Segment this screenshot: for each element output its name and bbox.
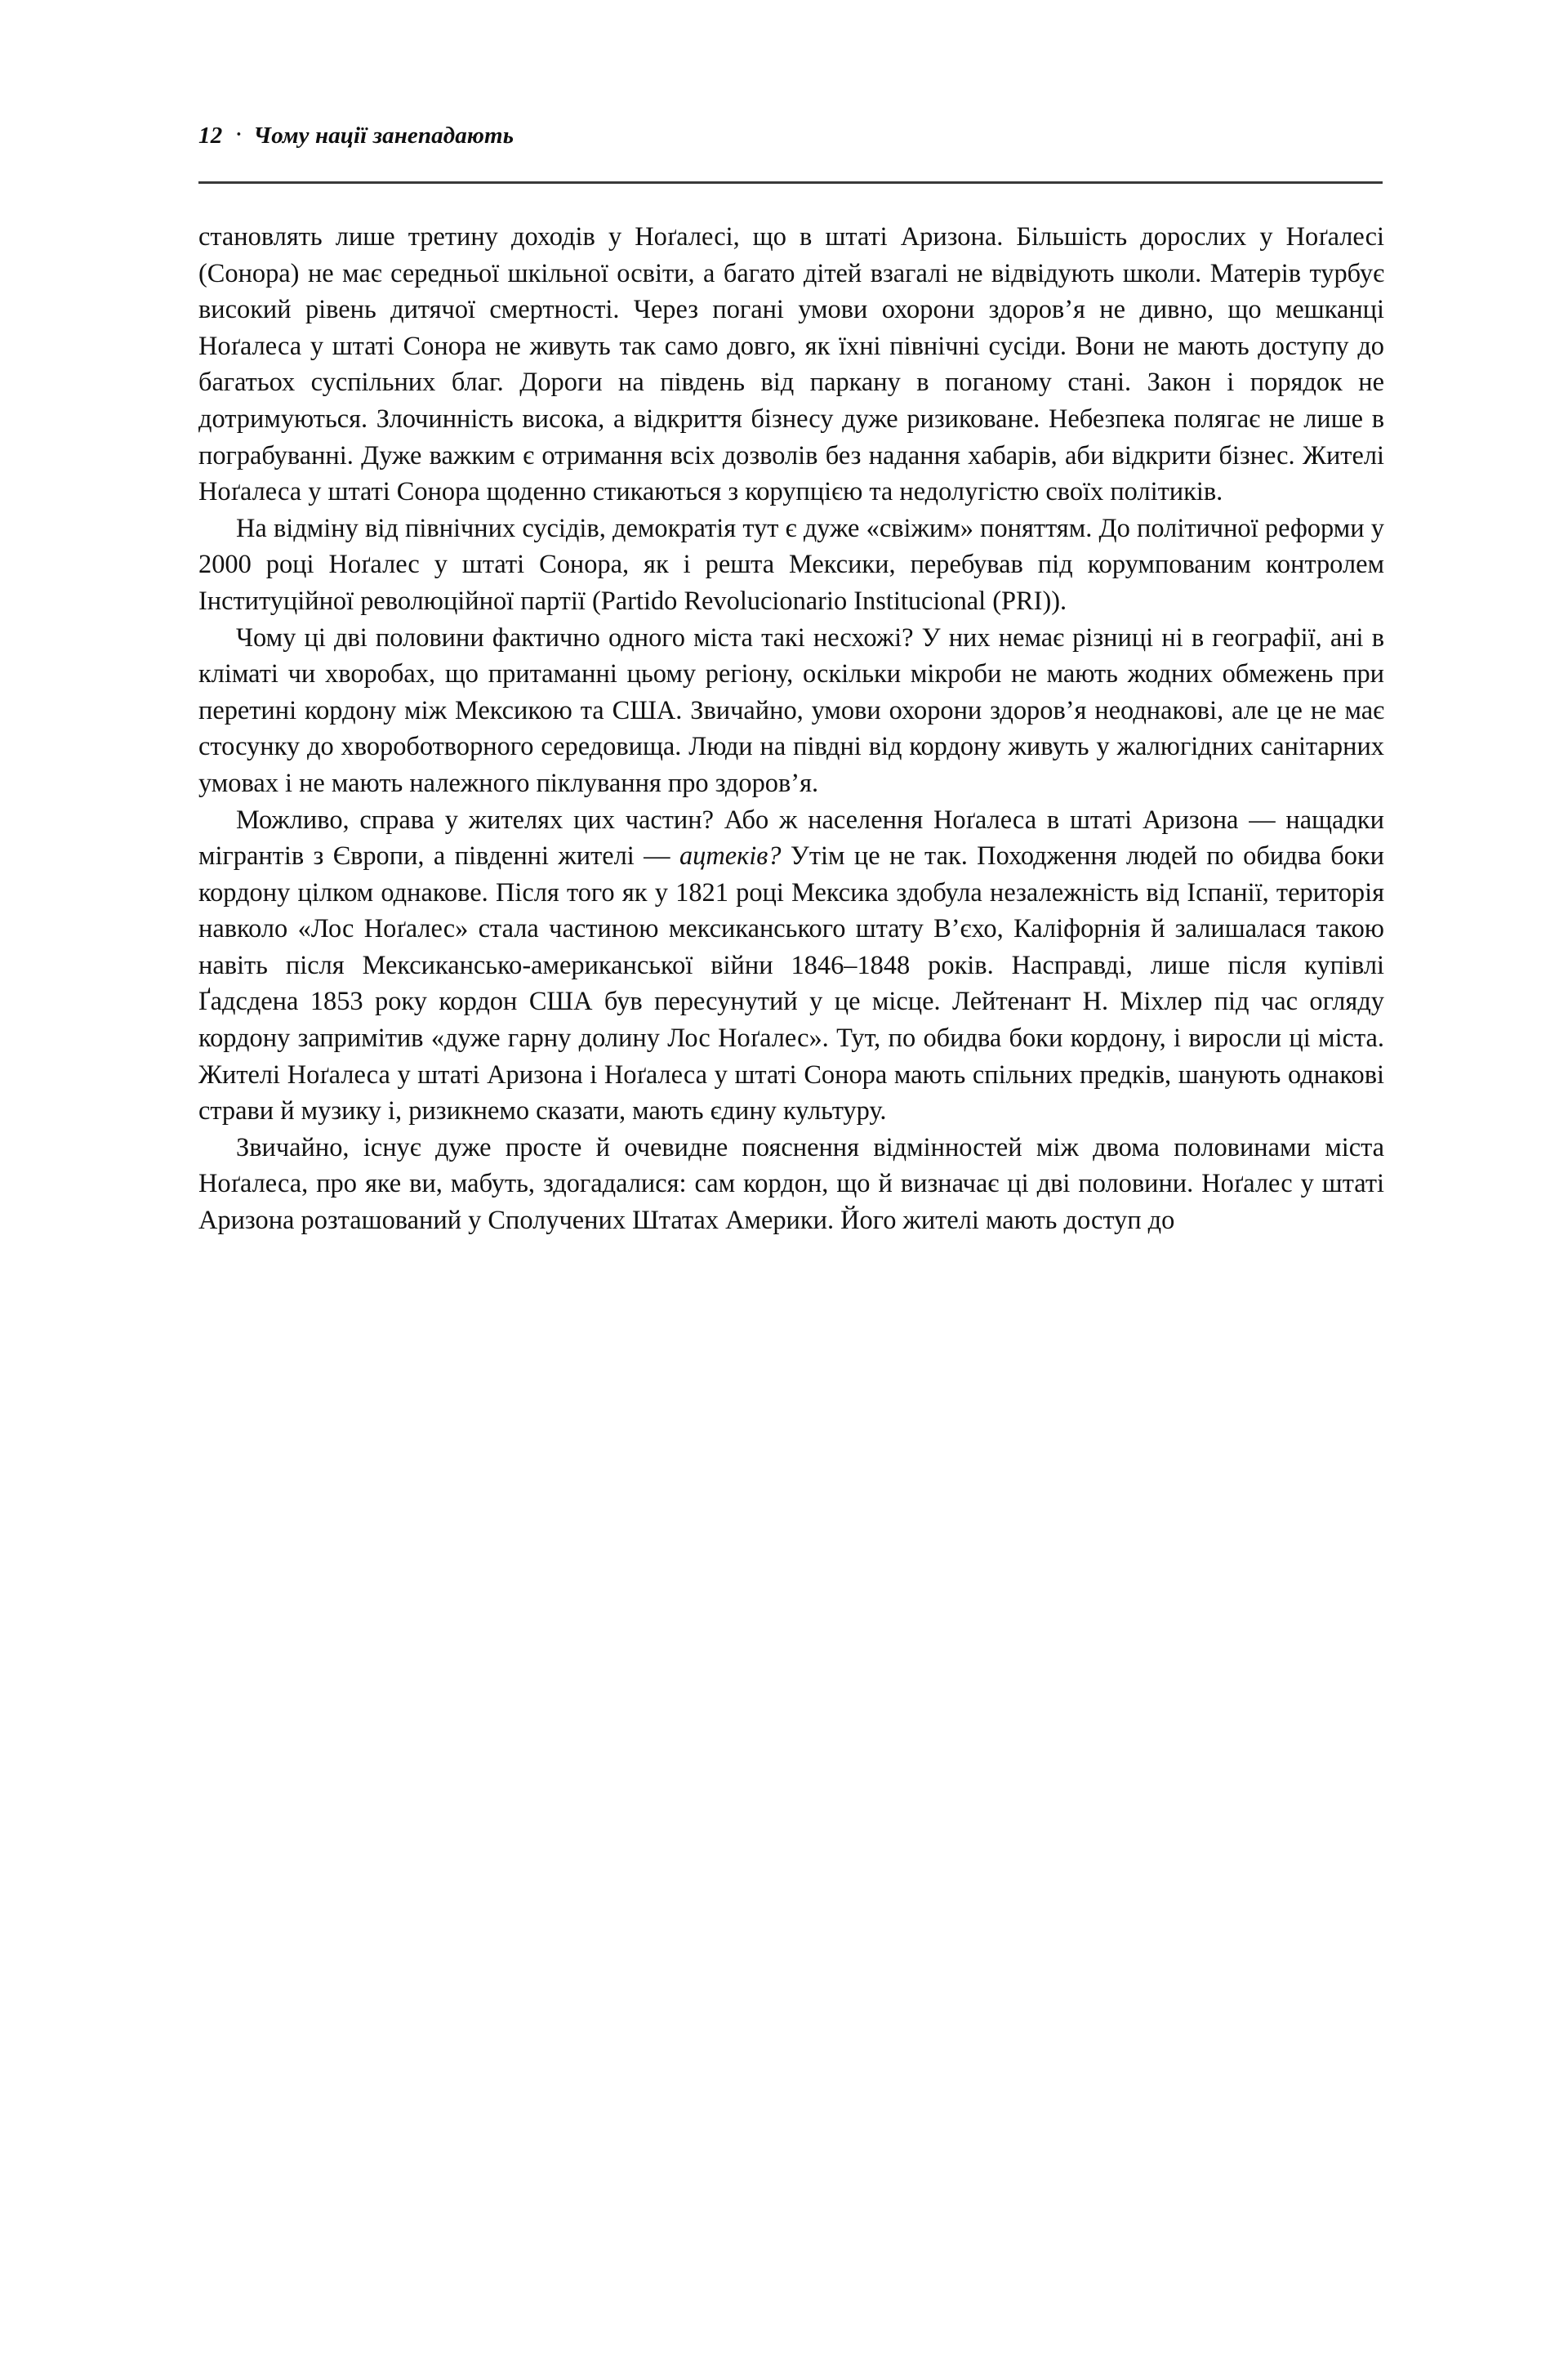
paragraph-1: становлять лише третину доходів у Ноґалесі, що в штаті Аризона. Більшість дорослих у Ноґалесі (Сонора) не має середньої шкільної освіти, а багато дітей взагалі не відвідують школи. Матерів турбує високий рівень дитячої смертності. Через погані умови охорони здоров’я не дивно, що мешканці Ноґалеса у штаті Сонора не живуть так само довго, як їхні північні сусіди. Вони не мають доступу до багатьох суспільних благ. Дороги на південь від паркану в поганому стані. Закон і порядок не дотримуються. Злочинність висока, а відкриття бізнесу дуже ризиковане. Небезпека полягає не лише в пограбуванні. Дуже важким є отримання всіх дозволів без надання хабарів, аби відкрити бізнес. Жителі Ноґалеса у штаті Сонора щоденно стикаються з корупцією та недолугістю своїх політиків. bbox=[198, 222, 1384, 507]
paragraph-4-segment-2: Утім це не так. Походження людей по обидва боки кордону цілком однакове. Після того як у 1821 році Мексика здобула незалежність від Іспанії, територія навколо «Лос Ноґалес» стала частиною мексиканського штату В’єхо, Каліфорнія й залишалася такою навіть після Мексикансько-американської війни 1846–1848 років. Насправді, лише після купівлі Ґадсдена 1853 року кордон США був пересунутий у це місце. Лейтенант Н. Міхлер під час огляду кордону запримітив «дуже гарну долину Лос Ноґалес». Тут, по обидва боки кордону, і виросли ці міста. Жителі Ноґалеса у штаті Аризона і Ноґалеса у штаті Сонора мають спільних предків, шанують однакові страви й музику і, ризикнемо сказати, мають єдину культуру. bbox=[198, 841, 1384, 1126]
running-head bbox=[198, 123, 1391, 149]
running-head-separator: · bbox=[235, 124, 243, 145]
body-text-block bbox=[198, 219, 1384, 1239]
page-number: 12 bbox=[198, 123, 223, 149]
paragraph-4 bbox=[198, 802, 1384, 1130]
paragraph-5: Звичайно, існує дуже просте й очевидне пояснення відмінностей між двома половинами міста Ноґалеса, про яке ви, мабуть, здогадалися: сам кордон, що й визначає ці дві половини. Ноґалес у штаті Аризона розташований у Сполучених Штатах Америки. Його жителі мають доступ до bbox=[198, 1132, 1384, 1236]
paragraph-4-emphasis-aztecs: ацтеків? bbox=[679, 841, 782, 872]
header-divider-rule bbox=[198, 181, 1383, 184]
running-head-title: Чому нації занепадають bbox=[253, 123, 514, 149]
paragraph-2: На відміну від північних сусідів, демократія тут є дуже «свіжим» поняттям. До політичної реформи у 2000 році Ноґалес у штаті Сонора, як і решта Мексики, перебував під корумпованим контролем Інституційної революційної партії (Partido Revolucionario Institucional (PRI)). bbox=[198, 513, 1384, 616]
paragraph-3: Чому ці дві половини фактично одного міста такі несхожі? У них немає різниці ні в географії, ані в кліматі чи хворобах, що притаманні цьому регіону, оскільки мікроби не мають жодних обмежень при перетині кордону між Мексикою та США. Звичайно, умови охорони здоров’я неоднакові, але це не має стосунку до хвороботворного середовища. Люди на півдні від кордону живуть у жалюгідних санітарних умовах і не мають належного піклування про здоров’я. bbox=[198, 622, 1384, 798]
paragraph-4-segment-1: Можливо, справа у жителях цих частин? Або ж населення Ноґалеса в штаті Аризона — нащадки мігрантів з Європи, а південні жителі — bbox=[198, 805, 1384, 872]
